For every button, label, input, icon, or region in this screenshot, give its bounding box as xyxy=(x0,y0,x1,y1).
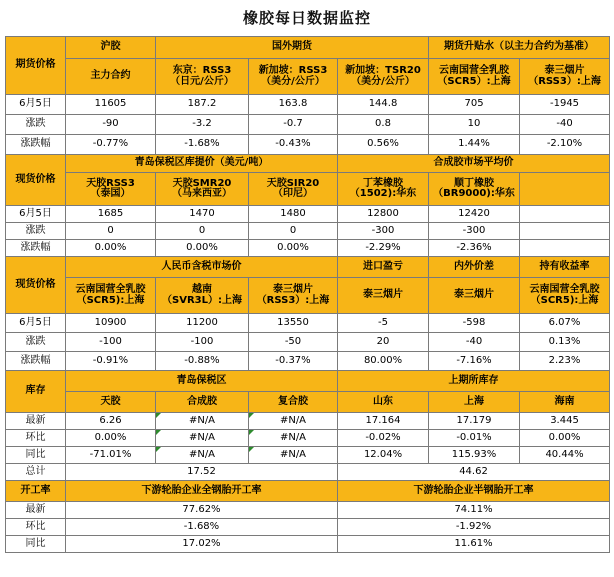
spot2-rmb-header: 人民币含税市场价 xyxy=(66,257,338,278)
table-row xyxy=(6,115,610,135)
spot2-import-header: 进口盈亏 xyxy=(338,257,429,278)
row-label: 环比 xyxy=(6,519,66,536)
table-row xyxy=(6,206,610,223)
data-cell: 0.00% xyxy=(66,240,156,257)
data-cell: -0.91% xyxy=(66,352,156,371)
inventory-qingdao-header: 青岛保税区 xyxy=(66,371,338,392)
row-label: 涨跌幅 xyxy=(6,352,66,371)
data-cell: #N/A xyxy=(156,413,249,430)
row-label: 总计 xyxy=(6,464,66,481)
table-row xyxy=(6,536,610,553)
data-cell: 144.8 xyxy=(338,95,429,115)
data-cell: 80.00% xyxy=(338,352,429,371)
data-cell: 10 xyxy=(429,115,520,135)
data-cell: 1480 xyxy=(249,206,338,223)
row-label: 涨跌 xyxy=(6,115,66,135)
spot2-section-label: 现货价格 xyxy=(6,257,66,314)
data-cell: -1.92% xyxy=(338,519,610,536)
spot1-col-header: 天胶RSS3 （泰国） xyxy=(66,173,156,206)
data-cell: -50 xyxy=(249,333,338,352)
data-cell: #N/A xyxy=(156,430,249,447)
spot1-blank-header xyxy=(520,173,610,206)
data-cell: 6.07% xyxy=(520,314,610,333)
spot2-diff-header: 内外价差 xyxy=(429,257,520,278)
spot2-col-header: 泰三烟片 （RSS3）:上海 xyxy=(249,278,338,314)
inventory-col-header: 海南 xyxy=(520,392,610,413)
data-cell: -0.88% xyxy=(156,352,249,371)
data-cell: -7.16% xyxy=(429,352,520,371)
futures-col-header: 主力合约 xyxy=(66,59,156,95)
table-row xyxy=(6,95,610,115)
spot1-avg-header: 合成胶市场平均价 xyxy=(338,155,610,173)
spot1-col-header: 丁苯橡胶 （1502):华东 xyxy=(338,173,429,206)
data-cell: -71.01% xyxy=(66,447,156,464)
futures-spread-header: 期货升贴水（以主力合约为基准） xyxy=(429,37,610,59)
data-cell: -300 xyxy=(338,223,429,240)
data-cell: #N/A xyxy=(249,430,338,447)
spot2-col-header: 云南国营全乳胶 （SCR5):上海 xyxy=(66,278,156,314)
data-cell: -300 xyxy=(429,223,520,240)
empty-cell xyxy=(520,240,610,257)
data-cell: #N/A xyxy=(156,447,249,464)
data-cell: -1.68% xyxy=(66,519,338,536)
data-cell: 17.164 xyxy=(338,413,429,430)
inventory-col-header: 复合胶 xyxy=(249,392,338,413)
operating-section-label: 开工率 xyxy=(6,481,66,502)
data-cell: 12420 xyxy=(429,206,520,223)
table-row xyxy=(6,240,610,257)
data-cell: -0.77% xyxy=(66,135,156,155)
data-cell: 11.61% xyxy=(338,536,610,553)
data-cell: 11605 xyxy=(66,95,156,115)
inventory-section-label: 库存 xyxy=(6,371,66,413)
table-row xyxy=(6,447,610,464)
data-cell: 12.04% xyxy=(338,447,429,464)
data-cell: 3.445 xyxy=(520,413,610,430)
futures-col-header: 新加坡：TSR20 （美分/公斤） xyxy=(338,59,429,95)
row-label: 6月5日 xyxy=(6,95,66,115)
operating-allsteel-header: 下游轮胎企业全钢胎开工率 xyxy=(66,481,338,502)
inventory-shfe-header: 上期所库存 xyxy=(338,371,610,392)
data-cell: 0 xyxy=(249,223,338,240)
empty-cell xyxy=(520,223,610,240)
table-row xyxy=(6,413,610,430)
data-cell: -2.36% xyxy=(429,240,520,257)
data-cell: 0.00% xyxy=(520,430,610,447)
data-cell: 6.26 xyxy=(66,413,156,430)
data-cell: 0.00% xyxy=(156,240,249,257)
data-cell: -90 xyxy=(66,115,156,135)
data-cell: -0.43% xyxy=(249,135,338,155)
row-label: 最新 xyxy=(6,413,66,430)
data-cell: 0.13% xyxy=(520,333,610,352)
row-label: 涨跌 xyxy=(6,223,66,240)
data-cell: 187.2 xyxy=(156,95,249,115)
row-label: 涨跌幅 xyxy=(6,135,66,155)
data-cell: 0 xyxy=(156,223,249,240)
data-cell: -40 xyxy=(429,333,520,352)
page-title: 橡胶每日数据监控 xyxy=(242,8,371,27)
data-cell: 77.62% xyxy=(66,502,338,519)
row-label: 环比 xyxy=(6,430,66,447)
inventory-col-header: 合成胶 xyxy=(156,392,249,413)
table-row xyxy=(6,314,610,333)
table-row xyxy=(6,430,610,447)
data-cell: 1.44% xyxy=(429,135,520,155)
data-cell: #N/A xyxy=(249,413,338,430)
row-label: 6月5日 xyxy=(6,206,66,223)
inventory-col-header: 天胶 xyxy=(66,392,156,413)
row-label: 涨跌 xyxy=(6,333,66,352)
row-label: 6月5日 xyxy=(6,314,66,333)
data-cell: 0.00% xyxy=(66,430,156,447)
data-cell: 705 xyxy=(429,95,520,115)
total-qingdao: 17.52 xyxy=(66,464,338,481)
data-cell: -5 xyxy=(338,314,429,333)
row-label: 同比 xyxy=(6,536,66,553)
futures-shfe-header: 沪胶 xyxy=(66,37,156,59)
spot2-col-header: 泰三烟片 xyxy=(429,278,520,314)
data-cell: 40.44% xyxy=(520,447,610,464)
data-cell: -598 xyxy=(429,314,520,333)
data-cell: -0.7 xyxy=(249,115,338,135)
inventory-col-header: 上海 xyxy=(429,392,520,413)
data-cell: 0 xyxy=(66,223,156,240)
data-cell: 2.23% xyxy=(520,352,610,371)
data-cell: -0.02% xyxy=(338,430,429,447)
operating-semisteel-header: 下游轮胎企业半钢胎开工率 xyxy=(338,481,610,502)
spot1-bonded-header: 青岛保税区库提价（美元/吨） xyxy=(66,155,338,173)
data-cell: -100 xyxy=(66,333,156,352)
spot2-col-header: 越南 （SVR3L）:上海 xyxy=(156,278,249,314)
row-label: 最新 xyxy=(6,502,66,519)
row-label: 涨跌幅 xyxy=(6,240,66,257)
spot1-col-header: 天胶SIR20 （印尼） xyxy=(249,173,338,206)
futures-col-header: 云南国营全乳胶 （SCR5）:上海 xyxy=(429,59,520,95)
data-cell: 17.179 xyxy=(429,413,520,430)
data-cell: -40 xyxy=(520,115,610,135)
futures-section-label: 期货价格 xyxy=(6,37,66,95)
data-cell: 74.11% xyxy=(338,502,610,519)
spot2-col-header: 云南国营全乳胶 （SCR5):上海 xyxy=(520,278,610,314)
data-cell: -100 xyxy=(156,333,249,352)
data-cell: 11200 xyxy=(156,314,249,333)
data-cell: 163.8 xyxy=(249,95,338,115)
spot2-col-header: 泰三烟片 xyxy=(338,278,429,314)
data-cell: 12800 xyxy=(338,206,429,223)
futures-col-header: 东京：RSS3 （日元/公斤） xyxy=(156,59,249,95)
data-cell: 0.8 xyxy=(338,115,429,135)
futures-col-header: 新加坡：RSS3 （美分/公斤） xyxy=(249,59,338,95)
spot1-col-header: 顺丁橡胶 （BR9000):华东 xyxy=(429,173,520,206)
futures-foreign-header: 国外期货 xyxy=(156,37,429,59)
spot1-section-label: 现货价格 xyxy=(6,155,66,206)
table-row xyxy=(6,519,610,536)
table-row xyxy=(6,135,610,155)
data-cell: -3.2 xyxy=(156,115,249,135)
data-cell: -1.68% xyxy=(156,135,249,155)
futures-col-header: 泰三烟片 （RSS3）:上海 xyxy=(520,59,610,95)
data-cell: -0.01% xyxy=(429,430,520,447)
data-cell: 0.56% xyxy=(338,135,429,155)
data-cell: 13550 xyxy=(249,314,338,333)
table-row xyxy=(6,502,610,519)
data-cell: #N/A xyxy=(249,447,338,464)
data-cell: 10900 xyxy=(66,314,156,333)
data-cell: -2.10% xyxy=(520,135,610,155)
inventory-col-header: 山东 xyxy=(338,392,429,413)
data-cell: 0.00% xyxy=(249,240,338,257)
table-row xyxy=(6,464,610,481)
data-cell: 17.02% xyxy=(66,536,338,553)
data-cell: 1685 xyxy=(66,206,156,223)
row-label: 同比 xyxy=(6,447,66,464)
empty-cell xyxy=(520,206,610,223)
data-cell: -0.37% xyxy=(249,352,338,371)
data-cell: -2.29% xyxy=(338,240,429,257)
data-cell: 115.93% xyxy=(429,447,520,464)
data-cell: 1470 xyxy=(156,206,249,223)
data-cell: 20 xyxy=(338,333,429,352)
total-shfe: 44.62 xyxy=(338,464,610,481)
rubber-monitor-table xyxy=(5,36,610,553)
spot1-col-header: 天胶SMR20 （马来西亚） xyxy=(156,173,249,206)
table-row xyxy=(6,223,610,240)
table-row xyxy=(6,352,610,371)
table-row xyxy=(6,333,610,352)
data-cell: -1945 xyxy=(520,95,610,115)
spot2-carry-header: 持有收益率 xyxy=(520,257,610,278)
